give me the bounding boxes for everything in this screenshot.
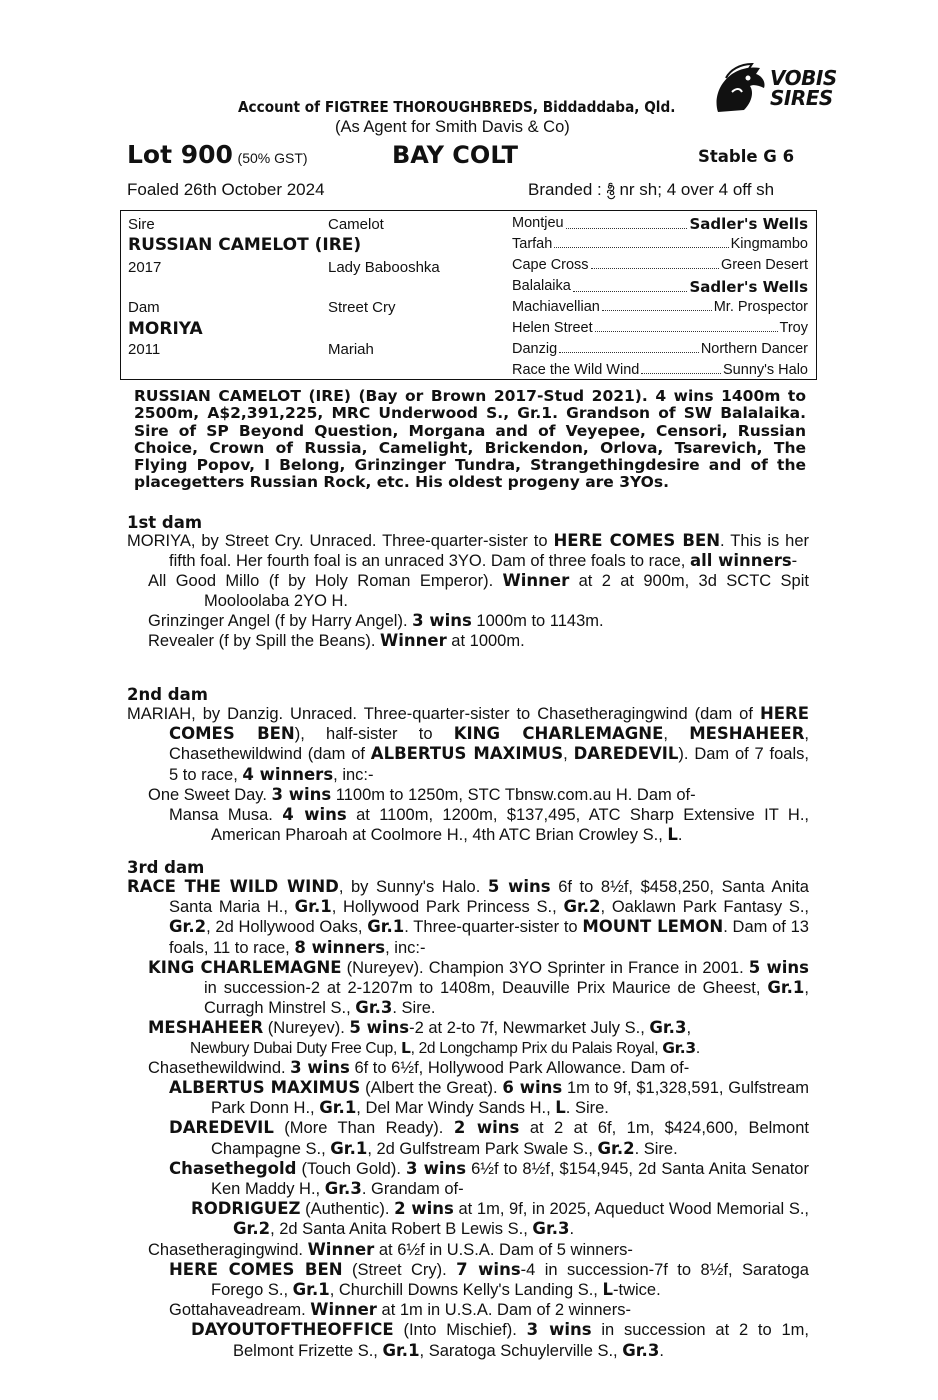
sire-summary: RUSSIAN CAMELOT (IRE) (Bay or Brown 2017-Stud 2021). 4 wins 1400m to 2500m, A$2,391,225, MRC Underwood S., Gr.1. Grandson of SW Balalaika. Sire of SP Beyond Question, Morgana and of Veyepee, Censori, Russian Choice, Crown of Russia, Camelight, Brickendon, Orlova, Tsarevich, The Flying Popov, I Belong, Grinzinger Tundra, Strangethingdesire and of the placegetters Russian Rock, etc. His oldest progeny are 3YOs.: [134, 387, 806, 492]
text-run: ,: [663, 725, 690, 744]
produce-dayoutoftheoffice: [191, 1320, 809, 1360]
text-run: , Churchill Downs Kelly's Landing S.,: [329, 1281, 603, 1300]
produce-king-charlemagne: [148, 958, 809, 1019]
dam-sire: Street Cry: [328, 299, 396, 316]
text-run: in succession-2 at 2-1207m to 1408m, Deauville Prix Maurice de Gheest,: [204, 979, 768, 998]
granddam-name: Montjeu: [512, 215, 564, 231]
text-run: . Sire.: [392, 999, 436, 1018]
text-run: , by Sunny's Halo.: [338, 878, 488, 896]
bold-text: 2 wins: [394, 1199, 454, 1219]
text-run: Newbury Dubai Duty Free Cup,: [190, 1039, 401, 1057]
produce-gottahaveadream: [169, 1300, 809, 1320]
first-dam-foal: [148, 611, 809, 631]
grandparent-row: [512, 278, 808, 296]
text-run: . Three-quarter-sister to: [404, 918, 583, 937]
grandsire-name: Sadler's Wells: [689, 278, 808, 296]
granddam-name: Cape Cross: [512, 257, 589, 273]
grandsire-name: Green Desert: [720, 257, 808, 273]
first-dam-foal: [148, 571, 809, 610]
text-run: MORIYA, by Street Cry. Unraced. Three-quarter-sister to: [127, 532, 554, 550]
produce-chasethegold: [169, 1159, 809, 1199]
text-run: , Curragh Minstrel S.,: [204, 979, 809, 1018]
text-run: 6f to 8½f, $458,250, Santa Anita Santa Maria H.,: [169, 878, 809, 917]
bold-text: 2 wins: [453, 1118, 520, 1138]
sire-dam: Lady Babooshka: [328, 259, 440, 276]
text-run: at 2 at 900m, 3d SCTC Spit Mooloolaba 2YO H.: [204, 572, 809, 610]
leader-dots: [566, 215, 688, 229]
second-dam-section: [127, 704, 809, 845]
first-dam-foal: [148, 631, 809, 651]
text-run: . Sire.: [565, 1099, 609, 1118]
bold-text: Gr.1: [330, 1138, 368, 1158]
bold-text: Gr.1: [382, 1340, 420, 1360]
grandparent-row: [512, 362, 808, 378]
text-run: -: [791, 552, 798, 571]
text-run: Grinzinger Angel (f by Harry Angel).: [148, 611, 413, 630]
text-run: .: [569, 1220, 575, 1239]
grandparent-row: [512, 341, 808, 357]
bold-text: Gr.1: [319, 1098, 357, 1118]
bold-text: Gr.3: [532, 1219, 570, 1239]
bold-text: 4 winners: [242, 764, 334, 784]
bold-text: RODRIGUEZ: [191, 1199, 301, 1219]
bold-text: Gr.2: [563, 897, 601, 917]
text-run: in succession at 2 to 1m, Belmont Frizette S.,: [233, 1321, 809, 1360]
text-run: ,: [686, 1019, 692, 1038]
bold-text: Chasethegold: [169, 1158, 297, 1178]
bold-text: 3 wins: [405, 1158, 467, 1178]
dam-year: 2011: [128, 341, 161, 358]
bold-text: KING CHARLEMAGNE: [453, 724, 664, 744]
bold-text: Winner: [310, 1300, 377, 1320]
text-run: . Grandam of-: [361, 1180, 464, 1199]
text-run: , Chasethewildwind (dam of: [169, 725, 809, 764]
text-run: (More Than Ready).: [273, 1119, 454, 1138]
bold-text: DAREDEVIL: [169, 1118, 274, 1138]
bold-text: 4 wins: [282, 805, 347, 825]
text-run: (Albert the Great).: [360, 1079, 503, 1098]
produce-chasethewildwind: [148, 1058, 809, 1078]
text-run: 6f to 6½f, Hollywood Park Allowance. Dam of-: [349, 1058, 690, 1077]
bold-text: L: [400, 1038, 411, 1057]
bold-text: DAYOUTOFTHEOFFICE: [191, 1320, 394, 1340]
grandsire-name: Kingmambo: [730, 236, 808, 252]
text-run: , Saratoga Schuylerville S.,: [419, 1341, 623, 1360]
text-run: 1100m to 1250m, STC Tbnsw.com.au H. Dam of-: [331, 785, 696, 804]
granddam-name: Danzig: [512, 341, 558, 357]
grandsire-name: Mr. Prospector: [713, 299, 808, 315]
produce-meshaheer: [148, 1018, 809, 1038]
text-run: MARIAH, by Danzig. Unraced. Three-quarter-sister to Chasetheragingwind (dam of: [127, 705, 760, 723]
grandsire-name: Sadler's Wells: [689, 215, 808, 233]
granddam-name: Helen Street: [512, 320, 593, 336]
bold-text: Winner: [307, 1239, 375, 1259]
bold-text: 3 wins: [271, 784, 332, 804]
bold-text: 3 wins: [412, 610, 472, 630]
bold-text: Gr.1: [294, 897, 332, 917]
text-run: at 1m, 9f, in 2025, Aqueduct Wood Memorial S.,: [453, 1200, 809, 1219]
text-run: Gottahaveadream.: [169, 1301, 311, 1320]
text-run: at 1100m, 1200m, $137,495, ATC Sharp Extensive IT H., American Pharoah at Coolmore H., 4th ATC Brian Crowley S.,: [211, 806, 810, 845]
leader-dots: [573, 278, 688, 292]
dam-name: MORIYA: [128, 319, 203, 339]
second-dam-intro: [127, 704, 809, 785]
text-run: (Nureyev). Champion 3YO Sprinter in France in 2001.: [341, 958, 749, 977]
stable-location: Stable G 6: [698, 147, 795, 166]
bold-text: 3 wins: [290, 1057, 350, 1077]
produce-rodriguez: [191, 1199, 809, 1239]
text-run: . Sire.: [634, 1139, 678, 1158]
bold-text: KING CHARLEMAGNE: [148, 957, 342, 977]
third-dam-heading: 3rd dam: [127, 858, 205, 877]
text-run: at 1m in U.S.A. Dam of 2 winners-: [376, 1301, 631, 1320]
horse-head-icon: [708, 62, 770, 118]
lot-number: [127, 140, 308, 169]
text-run: ). Dam of 7 foals, 5 to race,: [169, 745, 809, 784]
bold-text: all winners: [689, 551, 792, 571]
text-run: , 2d Longchamp Prix du Palais Royal,: [410, 1039, 663, 1057]
gst-note: (50% GST): [237, 150, 308, 166]
bold-text: Winner: [502, 571, 570, 591]
vendor-account: Account of FIGTREE THOROUGHBREDS, Biddaddaba, Qld.: [238, 98, 676, 116]
bold-text: Gr.3: [622, 1340, 660, 1360]
text-run: at 1000m.: [446, 632, 525, 651]
logo-line-1: VOBIS: [770, 66, 837, 90]
bold-text: Gr.1: [292, 1280, 330, 1300]
text-run: (Street Cry).: [342, 1260, 457, 1279]
text-run: , 2d Santa Anita Robert B Lewis S.,: [270, 1220, 533, 1239]
grandparent-row: [512, 320, 808, 336]
produce-chasetheragingwind: [148, 1240, 809, 1260]
bold-text: 7 wins: [456, 1259, 521, 1279]
third-dam-intro: [127, 877, 809, 958]
leader-dots: [602, 299, 712, 311]
text-run: (Into Mischief).: [393, 1321, 527, 1340]
text-run: . Dam of 13 foals, 11 to race,: [169, 918, 809, 957]
text-run: .: [695, 1039, 700, 1057]
bold-text: HERE COMES BEN: [169, 704, 809, 744]
branded-detail: nr sh; 4 over 4 off sh: [619, 180, 775, 199]
bold-text: 3 wins: [526, 1320, 592, 1340]
text-run: ,: [563, 745, 574, 764]
bold-text: Gr.3: [324, 1179, 362, 1199]
text-run: . This is her fifth foal. Her fourth foal is an unraced 3YO. Dam of three foals to race,: [169, 532, 809, 571]
text-run: , Oaklawn Park Fantasy S.,: [600, 898, 809, 917]
produce-here-comes-ben: [169, 1260, 809, 1300]
produce-daredevil: [169, 1118, 809, 1158]
first-dam-heading: 1st dam: [127, 513, 203, 532]
text-run: , Hollywood Park Princess S.,: [331, 898, 564, 917]
dam-dam: Mariah: [328, 341, 374, 358]
bold-text: Gr.1: [767, 978, 805, 998]
bold-text: Gr.2: [597, 1138, 635, 1158]
text-run: .: [659, 1341, 664, 1360]
lot-sex-colour: BAY COLT: [392, 141, 519, 169]
bold-text: HERE COMES BEN: [169, 1259, 343, 1279]
first-dam-section: [127, 531, 809, 651]
bold-text: ALBERTUS MAXIMUS: [370, 744, 564, 764]
grandsire-name: Northern Dancer: [700, 341, 808, 357]
grandsire-name: Sunny's Halo: [723, 362, 808, 378]
leader-dots: [595, 320, 778, 332]
text-run: 1m to 9f, $1,328,591, Gulfstream Park Donn H.,: [211, 1079, 809, 1118]
text-run: Mansa Musa.: [169, 806, 283, 825]
bold-text: RACE THE WILD WIND: [127, 877, 339, 896]
third-dam-section: [127, 877, 809, 1361]
text-run: at 6½f in U.S.A. Dam of 5 winners-: [374, 1240, 633, 1259]
text-run: (Nureyev).: [263, 1019, 350, 1038]
text-run: -2 at 2-to 7f, Newmarket July S.,: [409, 1019, 650, 1038]
bold-text: DAREDEVIL: [573, 744, 679, 764]
leader-dots: [559, 341, 699, 353]
bold-text: 8 winners: [294, 937, 386, 957]
bold-text: MESHAHEER: [148, 1018, 264, 1038]
text-run: , 2d Gulfstream Park Swale S.,: [367, 1139, 598, 1158]
grandparent-row: [512, 215, 808, 233]
text-run: , inc:-: [333, 765, 374, 784]
granddam-name: Balalaika: [512, 278, 571, 294]
first-dam-intro: [127, 531, 809, 571]
bold-text: 5 wins: [349, 1018, 410, 1038]
bold-text: Gr.3: [649, 1018, 687, 1038]
produce-meshaheer-cont: [127, 1039, 809, 1058]
bold-text: L: [667, 825, 678, 845]
bold-text: HERE COMES BEN: [553, 531, 721, 550]
bold-text: Gr.3: [355, 998, 393, 1018]
granddam-name: Tarfah: [512, 236, 553, 252]
bold-text: Gr.1: [367, 917, 405, 937]
bold-text: 5 wins: [487, 877, 551, 896]
dam-label: Dam: [128, 299, 160, 316]
bold-text: Gr.2: [233, 1219, 271, 1239]
lot-label: Lot 900: [127, 140, 233, 169]
bold-text: L: [555, 1098, 566, 1118]
grandparent-row: [512, 257, 808, 273]
text-run: ), half-sister to: [294, 725, 454, 744]
sire-sire: Camelot: [328, 216, 384, 233]
second-dam-grandfoal: [169, 805, 809, 845]
bold-text: MOUNT LEMON: [582, 917, 724, 937]
text-run: .: [677, 826, 683, 845]
bold-text: Gr.2: [169, 917, 207, 937]
logo-line-2: SIRES: [770, 86, 833, 110]
bold-text: ALBERTUS MAXIMUS: [169, 1078, 361, 1098]
text-run: (Authentic).: [300, 1200, 395, 1219]
agent-line: (As Agent for Smith Davis & Co): [335, 118, 570, 136]
text-run: 6½f to 8½f, $154,945, 2d Santa Anita Senator Ken Maddy H.,: [211, 1159, 809, 1199]
bold-text: Gr.3: [662, 1038, 696, 1057]
sire-year: 2017: [128, 259, 162, 276]
text-run: , Del Mar Windy Sands H.,: [356, 1099, 556, 1118]
text-run: Chasethewildwind.: [148, 1058, 291, 1077]
grandparent-row: [512, 236, 808, 252]
leader-dots: [554, 236, 728, 248]
granddam-name: Machiavellian: [512, 299, 600, 315]
pedigree-table: [120, 210, 817, 380]
bold-text: 5 wins: [748, 957, 809, 977]
text-run: One Sweet Day.: [148, 785, 272, 804]
foaled-date: Foaled 26th October 2024: [127, 180, 325, 199]
second-dam-foal: [148, 785, 809, 805]
grandsire-name: Troy: [779, 320, 808, 336]
text-run: -4 in succession-7f to 8½f, Saratoga Forego S.,: [211, 1260, 809, 1300]
text-run: at 2 at 6f, 1m, $424,600, Belmont Champagne S.,: [211, 1119, 809, 1158]
text-run: , inc:-: [385, 938, 426, 957]
leader-dots: [641, 362, 721, 374]
branded-label: Branded :: [528, 180, 602, 199]
sire-name: RUSSIAN CAMELOT (IRE): [128, 235, 362, 255]
bold-text: L: [602, 1280, 613, 1300]
produce-albertus-maximus: [169, 1078, 809, 1118]
second-dam-heading: 2nd dam: [127, 685, 208, 704]
vobis-sires-logo: [708, 62, 848, 122]
granddam-name: Race the Wild Wind: [512, 362, 640, 378]
brand-info: [528, 180, 774, 203]
brand-mark: శ్రీ: [606, 182, 615, 199]
bold-text: 6 wins: [502, 1078, 563, 1098]
sire-label: Sire: [128, 216, 155, 233]
leader-dots: [591, 257, 719, 269]
text-run: Chasetheragingwind.: [148, 1240, 308, 1259]
grandparent-row: [512, 299, 808, 315]
text-run: , 2d Hollywood Oaks,: [206, 918, 368, 937]
text-run: 1000m to 1143m.: [471, 611, 604, 630]
text-run: Revealer (f by Spill the Beans).: [148, 632, 381, 651]
bold-text: Winner: [380, 631, 447, 651]
bold-text: MESHAHEER: [689, 724, 805, 744]
text-run: (Touch Gold).: [296, 1159, 406, 1178]
text-run: -twice.: [613, 1281, 661, 1300]
text-run: All Good Millo (f by Holy Roman Emperor).: [148, 572, 503, 591]
